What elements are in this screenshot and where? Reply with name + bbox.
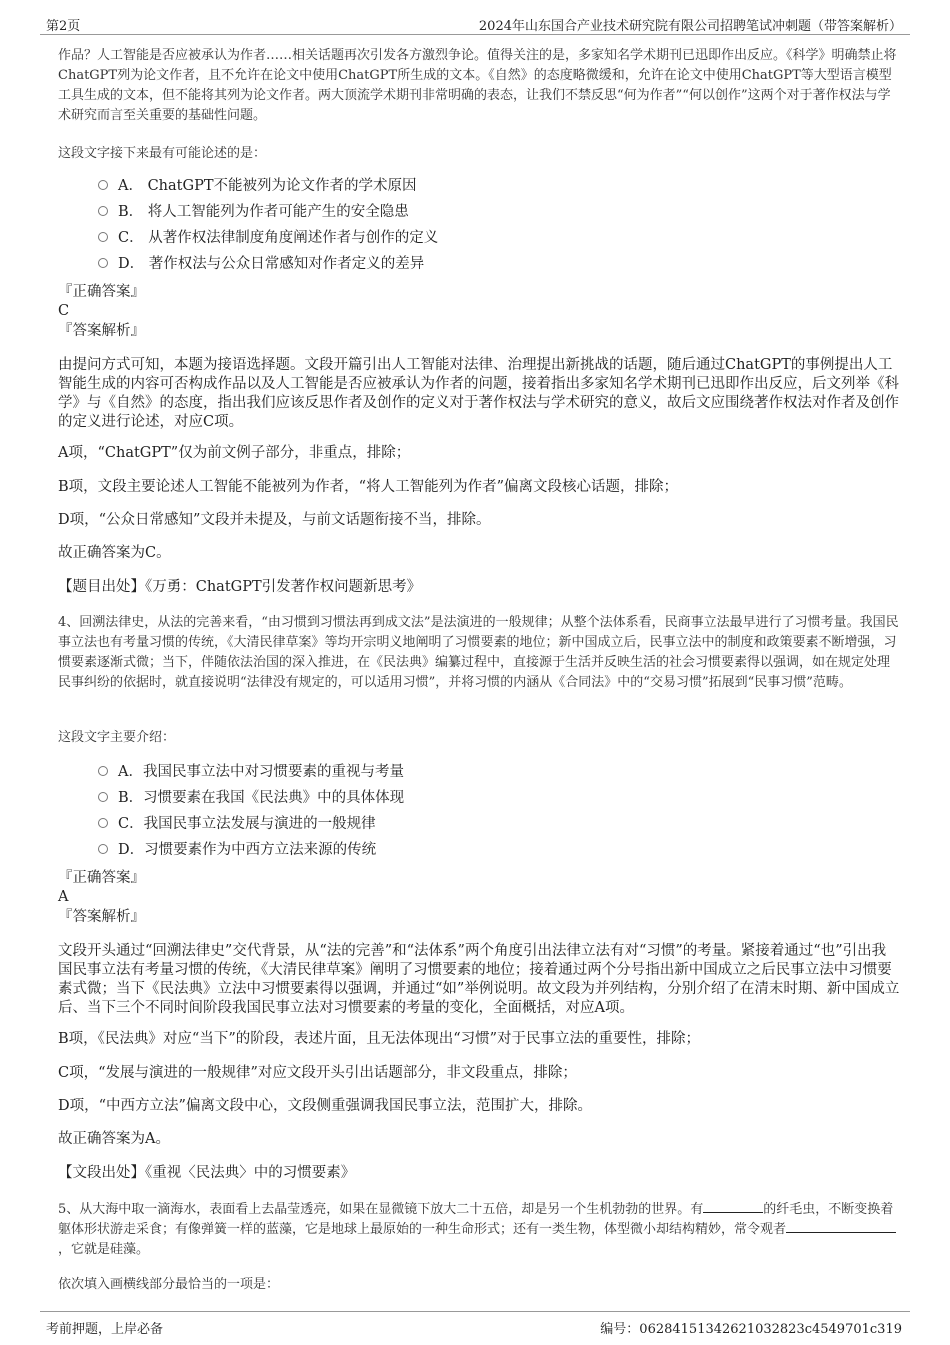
q3-analysis-2: A项，“ChatGPT”仅为前文例子部分，非重点，排除； bbox=[58, 445, 411, 461]
radio-icon[interactable] bbox=[98, 206, 108, 216]
q3-source: 【题目出处】《万勇：ChatGPT引发著作权问题新思考》 bbox=[58, 579, 422, 595]
q3-option-d[interactable]: D． 著作权法与公众日常感知对作者定义的差异 bbox=[98, 254, 424, 274]
radio-icon[interactable] bbox=[98, 258, 108, 268]
q3-question: 这段文字接下来最有可能论述的是： bbox=[58, 146, 267, 161]
radio-icon[interactable] bbox=[98, 766, 108, 776]
q3-passage: 作品？人工智能是否应被承认为作者……相关话题再次引发各方激烈争论。值得关注的是，多家知名学术期刊已迅即作出反应。《科学》明确禁止将ChatGPT列为论文作者，且不允许在论文中使用ChatGPT所生成的文本。《自然》的态度略微缓和，允许在论文中使用ChatGPT等大型语言模型工具生成的文本，但不能将其列为论文作者。两大顶流学术期刊非常明确的表态，让我们不禁反思“何为作者”“何以创作”这两个对于著作权法与学术研究而言至关重要的基础性问题。 bbox=[58, 48, 897, 123]
q3-analysis-3: B项，文段主要论述人工智能不能被列为作者，“将人工智能列为作者”偏离文段核心话题，排除； bbox=[58, 479, 678, 495]
radio-icon[interactable] bbox=[98, 180, 108, 190]
q4-answer-label: 『正确答案』 bbox=[58, 870, 145, 886]
radio-icon[interactable] bbox=[98, 232, 108, 242]
radio-icon[interactable] bbox=[98, 792, 108, 802]
q4-option-a[interactable]: A．我国民事立法中对习惯要素的重视与考量 bbox=[98, 762, 404, 782]
blank-2 bbox=[786, 1220, 896, 1233]
q4-passage: 4、回溯法律史，从法的完善来看，“由习惯到习惯法再到成文法”是法演进的一般规律；从整个法体系看，民商事立法最早进行了习惯考量。我国民事立法也有考量习惯的传统，《大清民律草案》等均开宗明义地阐明了习惯要素的地位；新中国成立后，民事立法中的制度和政策要素不断增强，习惯要素逐渐式微；当下，伴随依法治国的深入推进，在《民法典》编纂过程中，直接源于生活并反映生活的社会习惯要素得以强调，如在规定处理民事纠纷的依据时，就直接说明“法律没有规定的，可以适用习惯”，并将习惯的内涵从《合同法》中的“交易习惯”拓展到“民事习惯”范畴。 bbox=[58, 615, 899, 690]
footer-serial: 编号：062841513426210328​23c4549701c319 bbox=[600, 1322, 902, 1337]
q5-question: 依次填入画横线部分最恰当的一项是： bbox=[58, 1277, 280, 1292]
q3-analysis-1: 由提问方式可知，本题为接语选择题。文段开篇引出人工智能对法律、治理提出新挑战的话题，随后通过ChatGPT的事例提出人工智能生成的内容可否构成作品以及人工智能是否应被承认为作者的问题，接着指出多家知名学术期刊已迅即作出反应，后文列举《科学》与《自然》的态度，指出我们应该反思作者及创作的定义对于著作权法与学术研究的意义，故后文应围绕著作权法对作者及创作的定义进行论述，对应C项。 bbox=[58, 357, 899, 430]
q4-source: 【文段出处】《重视〈民法典〉中的习惯要素》 bbox=[58, 1165, 356, 1181]
q4-analysis-5: 故正确答案为A。 bbox=[58, 1131, 170, 1147]
page-header bbox=[40, 12, 910, 35]
q3-option-c[interactable]: C． 从著作权法律制度角度阐述作者与创作的定义 bbox=[98, 228, 438, 248]
radio-icon[interactable] bbox=[98, 818, 108, 828]
q4-analysis-2: B项，《民法典》对应“当下”的阶段，表述片面，且无法体现出“习惯”对于民事立法的重要性，排除； bbox=[58, 1031, 701, 1047]
q3-analysis-4: D项，“公众日常感知”文段并未提及，与前文话题衔接不当，排除。 bbox=[58, 512, 491, 528]
blank-1 bbox=[703, 1200, 763, 1213]
q4-analysis-3: C项，“发展与演进的一般规律”对应文段开头引出话题部分，非文段重点，排除； bbox=[58, 1065, 577, 1081]
q4-option-c[interactable]: C．我国民事立法发展与演进的一般规律 bbox=[98, 814, 376, 834]
q4-option-d[interactable]: D．习惯要素作为中西方立法来源的传统 bbox=[98, 840, 376, 860]
q3-option-b[interactable]: B． 将人工智能列为作者可能产生的安全隐患 bbox=[98, 202, 409, 222]
page-number: 第2页 bbox=[46, 19, 81, 34]
q4-analysis-1: 文段开头通过“回溯法律史”交代背景，从“法的完善”和“法体系”两个角度引出法律立法有对“习惯”的考量。紧接着通过“也”引出我国民事立法有考量习惯的传统，《大清民律草案》阐明了习惯要素的地位；接着通过两个分号指出新中国成立之后民事立法中习惯要素式微；当下《民法典》立法中习惯要素得以强调，并通过“如”举例说明。故文段为并列结构，分别介绍了在清末时期、新中国成立后、当下三个不同时间阶段我国民事立法对习惯要素的考量的变化，全面概括，对应A项。 bbox=[58, 943, 900, 1016]
page-footer bbox=[40, 1311, 910, 1338]
q4-question: 这段文字主要介绍： bbox=[58, 730, 176, 745]
radio-icon[interactable] bbox=[98, 844, 108, 854]
q3-analysis-5: 故正确答案为C。 bbox=[58, 545, 171, 561]
q3-analysis-label: 『答案解析』 bbox=[58, 323, 145, 339]
q5-passage: 5、从大海中取一滴海水，表面看上去晶莹透亮，如果在显微镜下放大二十五倍，却是另一个生机勃勃的世界。有 的纤毛虫，不断变换着躯体形状游走采食；有像弹簧一样的蓝藻，它是地球上最原始的一种生命形式；还有一类生物，体型微小却结构精妙，常令观者，它就是硅藻。 bbox=[58, 1200, 900, 1260]
q4-analysis-label: 『答案解析』 bbox=[58, 909, 145, 925]
q4-answer: A bbox=[58, 889, 69, 905]
footer-slogan: 考前押题，上岸必备 bbox=[46, 1322, 164, 1337]
q4-analysis-4: D项，“中西方立法”偏离文段中心，文段侧重强调我国民事立法，范围扩大，排除。 bbox=[58, 1098, 592, 1114]
q3-answer: C bbox=[58, 303, 70, 319]
q3-answer-label: 『正确答案』 bbox=[58, 284, 145, 300]
q3-option-a[interactable]: A． ChatGPT不能被列为论文作者的学术原因 bbox=[98, 176, 417, 196]
q4-option-b[interactable]: B．习惯要素在我国《民法典》中的具体体现 bbox=[98, 788, 404, 808]
document-title: 2024年山东国合产业技术研究院有限公司招聘笔试冲刺题（带答案解析） bbox=[478, 19, 902, 34]
